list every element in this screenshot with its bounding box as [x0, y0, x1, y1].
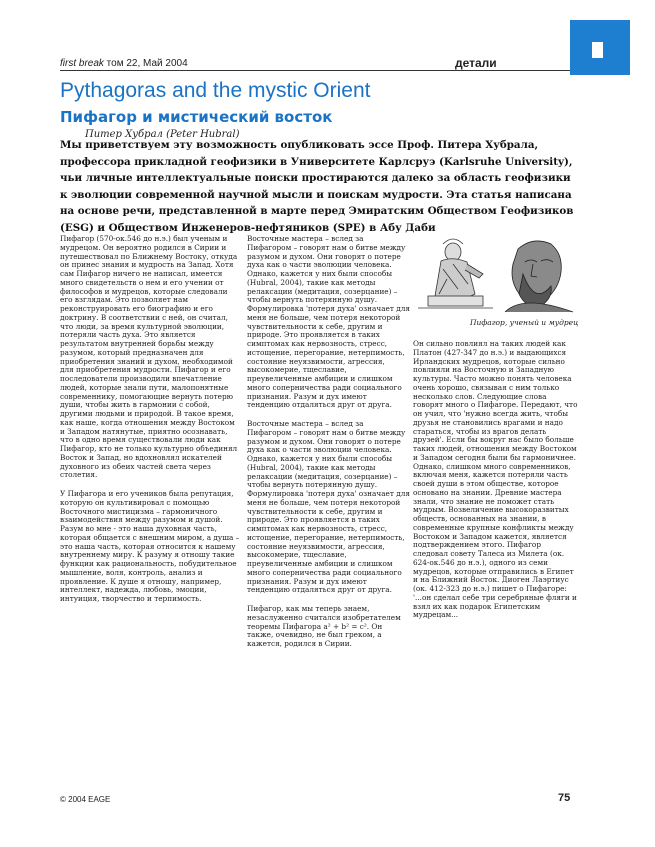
- copyright: © 2004 EAGE: [60, 795, 111, 804]
- running-header: [60, 58, 188, 69]
- section-name: детали: [455, 56, 497, 70]
- body-paragraph: Восточные мастера – вслед за Пифагором – говорят нам о битве между разумом и духом. Они говорят о потере духа как о части эволюции человека. Однако, кажется у них были способы (Hubral, 2004), такие как методы релаксации (медитация, созерцание) – чтобы вернуть потерянную душу. Формулировка 'потеря духа' означает для меня не больше, чем потеря некоторой чувствительности к себе, другим и природе. Это проявляется в таких симптомах как нервозность, стресс, истощение, перегорание, нетерпимость, состояние неуязвимости, агрессия, высокомерие, тщеславие, преувеличенные амбиции и слишком много соперничества ради социального признания. Разум и дух имеют тенденцию отдаляться друг от друга.: [247, 419, 410, 595]
- body-paragraph: Восточные мастера – вслед за Пифагором – говорят нам о битве между разумом и духом. Они говорят о потере духа как о части эволюции человека. Однако, кажется у них были способы (Hubral, 2004), такие как методы релаксации (медитация, созерцание) – чтобы вернуть потерянную душу. Формулировка 'потеря духа' означает для меня не больше, чем потеря некоторой чувствительности к себе, другим и природе. Это проявляется в таких симптомах как нервозность, стресс, истощение, перегорание, нетерпимость, состояние неуязвимости, агрессия, высокомерие, тщеславие, преувеличенные амбиции и слишком много соперничества ради социального признания. Разум и дух имеют тенденцию отдаляться друг от друга.: [247, 234, 410, 410]
- lead-paragraph: Мы приветствуем эту возможность опубликовать эссе Проф. Питера Хубрала, профессора прикладной геофизики в Университете Карлсруэ (Karlsruhe University), чьи личные интеллектуальные поиски простираются далеко за область геофизики к эволюции современной научной мысли и поискам мудрости. Эта статья написана на основе речи, представленной в марте перед Эмиратским Обществом Геофизиков (ESG) и Обществом Инженеров-нефтяников (SPE) в Абу Даби: [60, 139, 574, 234]
- scholar-figure: [418, 239, 493, 308]
- body-paragraph: Он сильно повлиял на таких людей как Платон (427-347 до н.э.) и выдающихся Ирландских мудрецов, которые сильно повлияли на Восточную и Западную культуры. Часто можно понять человека очень хорошо, связывая с ним только несколько слов. Следующие слова говорят много о Пифагоре. Передают, что он учил, что 'нужно всегда жить, чтобы друзья не становились врагами и надо стараться, чтобы из врагов делать друзей'. Если бы вокруг нас было больше таких людей, отношения между Востоком и Западом сегодня были бы гармоничнее. Однако, слишком много современников, включая меня, кажется потеряли часть своей души в этом обществе, которое основано на знании. Древние мастера знали, что знание не поможет стать мудрым. Возвеличение высокоразвитых обществ, основанных на знании, в современные крупные конфликты между Востоком и Западом кажется, является подтверждением этого. Пифагор следовал совету Талеса из Милета (ок. 624-ок.546 до н.э.), одного из семи мудрецов, которые отправились в Египет и на Ближний Восток. Диоген Лаэртиус (ок. 412-323 до н.э.) пишет о Пифагоре: '...он сделал себе три серебряные фляги и взял их как подарок Египетским мудрецам...: [413, 339, 578, 620]
- body-paragraph: У Пифагора и его учеников была репутация, которую он культивировал с помощью Восточного мистицизма – гармоничного взаимодействия между разумом и душой. Разум во мне - это наша духовная часть, которая общается с внешним миром, а душа – это наша часть, которая относится к нашему внутреннему миру. К разуму я отношу такие функции как рациональность, побудительное мышление, воля, контроль, анализ и проявление. К душе я отношу, например, интеллект, надежда, любовь, эмоции, интуиция, творчество и терпимость.: [60, 489, 240, 603]
- section-marker-notch: [592, 42, 603, 58]
- bust-figure: [505, 241, 573, 312]
- body-column-3: [413, 340, 578, 620]
- section-marker: [570, 20, 630, 75]
- article-title-en: Pythagoras and the mystic Orient: [60, 79, 371, 102]
- author-byline: Питер Хубрал (Peter Hubral): [85, 129, 240, 140]
- journal-name: first break: [60, 58, 104, 69]
- figure-caption: Пифагор, ученый и мудрец: [470, 318, 579, 327]
- page-number: 75: [558, 792, 571, 804]
- pythagoras-illustration: [413, 234, 578, 314]
- article-title-ru: Пифагор и мистический восток: [60, 108, 333, 126]
- issue-info: том 22, Май 2004: [103, 58, 188, 69]
- body-paragraph: Пифагор (570-ок.546 до н.э.) был ученым и мудрецом. Он вероятно родился в Сирии и путешествовал по Ближнему Востоку, откуда он принес знания и мудрость на Запад. Хотя сам Пифагор ничего не написал, имеется много свидетельств о нем и его учении от философов и мудрецов, которые следовали его взглядам. Это позволяет нам реконструировать его биографию и его доктрину. В соответствии с ней, он считал, что люди, за время культурной эволюции, потеряли часть духа. Это является результатом внутренней борьбы между разумом, который предназначен для приобретения знаний и духом, необходимой для приобретения мудрости. Пифагор и его последователи производили впечатление людей, которые знали пути, малопонятные современнику, помогающие вернуть потерю души, чтобы жить в гармонии с собой, другими людьми и природой. В такое время, как наше, когда отношения между Востоком и Западом натянутые, приятно осознавать, что в одно время существовали люди как Пифагор, кто не только культурно объединял Восток и Запад, но вдохновлял искателей духовного из обеих частей света через столетия.: [60, 234, 238, 480]
- body-column-1: [60, 235, 242, 604]
- header-rule: [60, 70, 570, 71]
- body-column-2: [247, 235, 410, 649]
- body-paragraph: Пифагор, как мы теперь знаем, незаслуженно считался изобретателем теоремы Пифагора a² + b² = c². Он также, очевидно, не был греком, а кажется, родился в Сирии.: [247, 604, 401, 648]
